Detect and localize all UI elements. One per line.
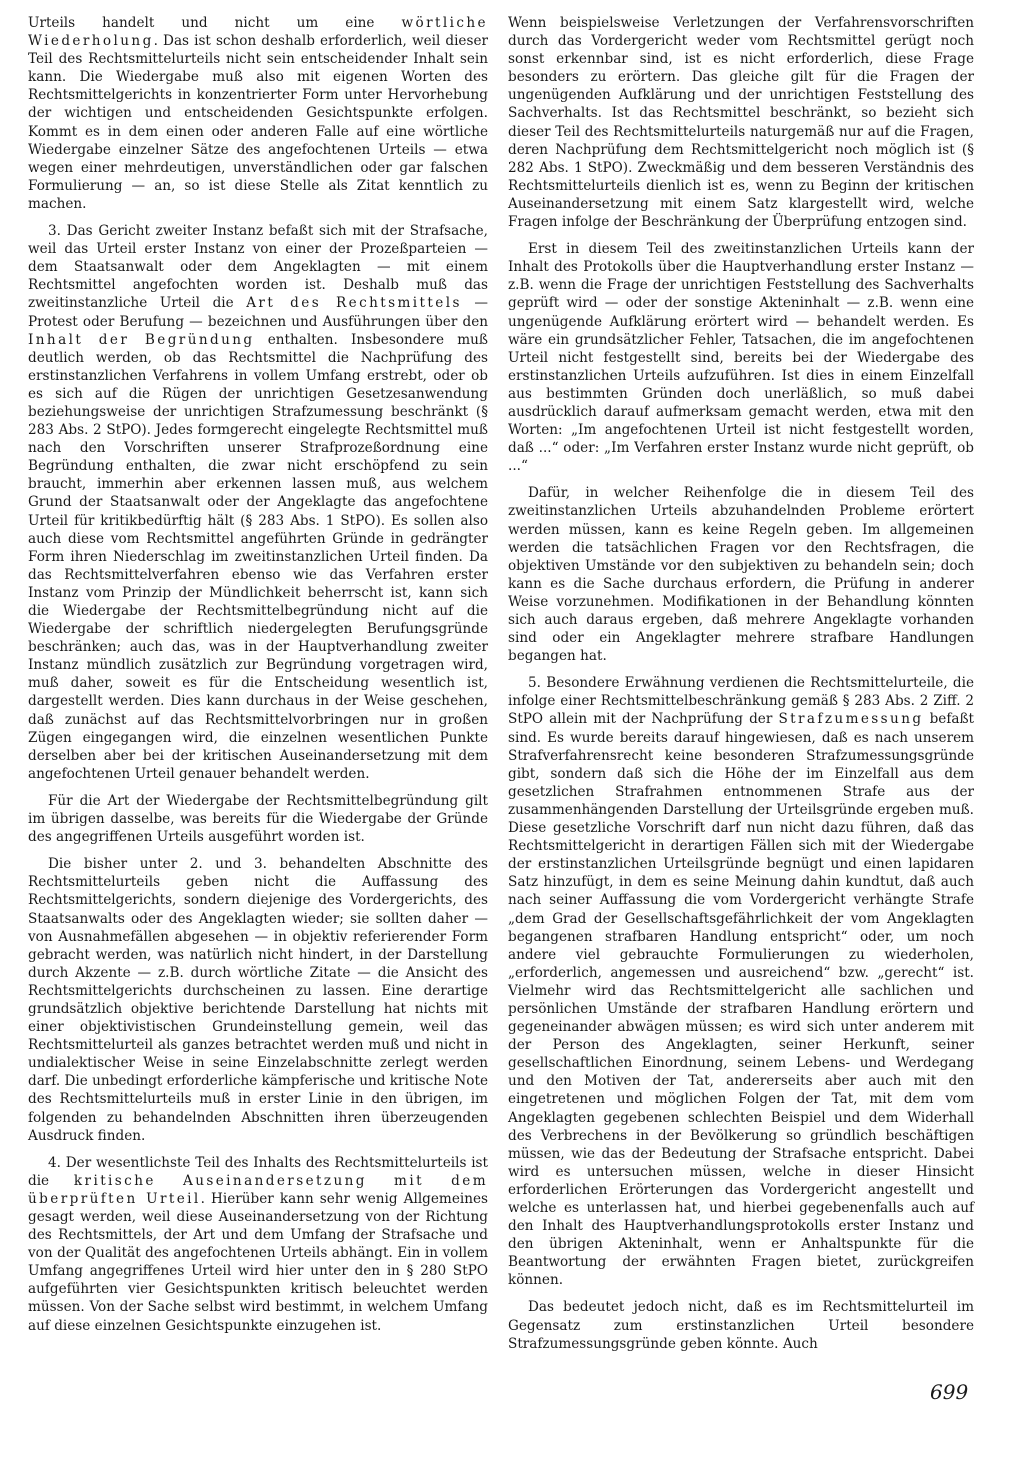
paragraph: Wenn beispielsweise Verletzungen der Verfahrensvorschriften durch das Vordergericht weder vom Rechtsmittel gerügt noch sonst erkennbar sind, ist es nicht erforderlich, diese Frage besonders zu erörtern. Das gleiche gilt für die Fragen der ungenügenden Aufklärung und der unrichtigen Feststellung des Sachverhalts. Ist das Rechtsmittel beschränkt, so bezieht sich dieser Teil des Rechtsmittelurteils naturgemäß nur auf die Fragen, deren Nachprüfung dem Rechtsmittelgericht noch möglich ist (§ 282 Abs. 1 StPO). Zweckmäßig und dem besseren Verständnis des Rechtsmittelurteils dienlich ist es, wenn zu Beginn der kritischen Auseinandersetzung mit einem Satz klargestellt wird, welche Fragen infolge der Beschränkung der Überprüfung entzogen sind.: [508, 15, 974, 231]
emphasis: kritische Auseinandersetzung mit dem überprüften Urteil: [28, 1172, 488, 1207]
paragraph: 4. Der wesentlichste Teil des Inhalts des Rechtsmittelurteils ist die kritische Auseinandersetzung mit dem überprüften Urteil. Hierüber kann sehr wenig Allgemeines gesagt werden, weil diese Auseinandersetzung von der Richtung des Rechtsmittels, der Art und dem Umfang der Strafsache und von der Qualität des angefochtenen Urteils abhängt. Ein in vollem Umfang angegriffenes Urteil wird hier unter den in § 280 StPO aufgeführten vier Gesichtspunkten kritisch beleuchtet werden müssen. Von der Sache selbst wird bestimmt, in welchem Umfang auf diese einzelnen Gesichtspunkte einzugehen ist.: [28, 1154, 488, 1334]
paragraph: 3. Das Gericht zweiter Instanz befaßt sich mit der Strafsache, weil das Urteil erster Instanz von einer der Prozeßparteien — dem Staatsanwalt oder dem Angeklagten — mit einem Rechtsmittel angefochten worden ist. Deshalb muß das zweitinstanzliche Urteil die Art des Rechtsmittels — Protest oder Berufung — bezeichnen und Ausführungen über den Inhalt der Begründung enthalten. Insbesondere muß deutlich werden, ob das Rechtsmittel die Nachprüfung des erstinstanzlichen Verfahrens in vollem Umfang erstrebt, oder ob es sich auf die Rügen der unrichtigen Gesetzesanwendung beziehungsweise der unrichtigen Strafzumessung beschränkt (§ 283 Abs. 2 StPO). Jedes formgerecht eingelegte Rechtsmittel muß nach den Vorschriften unserer Strafprozeßordnung eine Begründung enthalten, die zwar nicht erschöpfend zu sein braucht, immerhin aber erkennen lassen muß, aus welchem Grund der Staatsanwalt oder der Angeklagte das angefochtene Urteil für kritikbedürftig hält (§ 283 Abs. 1 StPO). Es sollen also auch diese vom Rechtsmittel angeführten Gründe in gedrängter Form ihren Niederschlag im zweitinstanzlichen Urteil finden. Da das Rechtsmittelverfahren ebenso wie das Verfahren erster Instanz vom Prinzip der Mündlichkeit beherrscht ist, kann sich die Wiedergabe der Rechtsmittelbegründung nicht auf die Wiedergabe der schriftlich niedergelegten Berufungsgründe beschränken; auch das, was in der Hauptverhandlung zweiter Instanz mündlich zusätzlich zur Begründung vorgetragen wird, muß daher, soweit es für die Entscheidung wesentlich ist, dargestellt werden. Dies kann durchaus in der Weise geschehen, daß zunächst auf das Rechtsmittelvorbringen nur in großen Zügen eingegangen wird, die einzelnen wesentlichen Punkte derselben aber bei der kritischen Auseinandersetzung mit dem angefochtenen Urteil genauer behandelt werden.: [28, 223, 488, 782]
emphasis: Inhalt der Begründung: [28, 331, 255, 348]
emphasis: Strafzumessung: [778, 711, 924, 728]
paragraph: Die bisher unter 2. und 3. behandelten Abschnitte des Rechtsmittelurteils geben nicht die Auffassung des Rechtsmittelgerichts, sondern diejenige des Vordergerichts, des Staatsanwalts oder des Angeklagten wieder; sie sollten daher — von Ausnahmefällen abgesehen — in objektiv referierender Form gebracht werden, was natürlich nicht hindert, in der Darstellung durch Akzente — z.B. durch wörtliche Zitate — die Ansicht des Rechtsmittelgerichts durchscheinen zu lassen. Eine derartige grundsätzlich objektive berichtende Darstellung hat nichts mit einer objektivistischen Grundeinstellung gemein, weil das Rechtsmittelurteil als ganzes betrachtet werden muß und nicht in undialektischer Weise in seine Einzelabschnitte zerlegt werden darf. Die unbedingt erforderliche kämpferische und kritische Note des Rechtsmittelurteils muß in erster Linie in den übrigen, im folgenden zu behandelnden Abschnitten ihren überzeugenden Ausdruck finden.: [28, 856, 488, 1144]
emphasis: Art des Rechtsmittels: [246, 295, 462, 312]
right-column: [508, 14, 974, 1362]
paragraph: 5. Besondere Erwähnung verdienen die Rechtsmittelurteile, die infolge einer Rechtsmittelbeschränkung gemäß § 283 Abs. 2 Ziff. 2 StPO allein mit der Nachprüfung der Strafzumessung befaßt sind. Es wurde bereits darauf hingewiesen, daß es nach unserem Strafverfahrensrecht keine besonderen Strafzumessungsgründe gibt, sondern daß sich die Höhe der im Einzelfall aus dem gesetzlichen Strafrahmen entnommenen Strafe aus der zusammenhängenden Darstellung der Urteilsgründe ergeben muß. Diese gesetzliche Vorschrift darf nun nicht dazu führen, daß das Rechtsmittelgericht in derartigen Fällen sich mit der Wiedergabe der erstinstanzlichen Urteilsgründe begnügt und einen lapidaren Satz hinzufügt, in dem es seine Meinung dahin kundtut, daß auch nach seiner Auffassung die vom Vordergericht verhängte Strafe „dem Grad der Gesellschaftsgefährlichkeit der vom Angeklagten begangenen strafbaren Handlung entspricht“ oder, um noch andere viel gebrauchte Formulierungen zu wiederholen, „erforderlich, angemessen und ausreichend“ bzw. „gerecht“ ist. Vielmehr wird das Rechtsmittelgericht alle sachlichen und persönlichen Umstände der strafbaren Handlung erörtern und gegeneinander abwägen müssen; es wird sich unter anderem mit der Person des Angeklagten, seiner Herkunft, seiner gesellschaftlichen Einordnung, seinem Lebens- und Werdegang und den Motiven der Tat, andererseits aber auch mit den eingetretenen und möglichen Folgen der Tat, mit dem vom Angeklagten gegebenen schlechten Beispiel und dem Widerhall des Verbrechens in der Bevölkerung so gründlich beschäftigen müssen, wie das der Bedeutung der Strafsache entspricht. Dabei wird es untersuchen müssen, welche in dieser Hinsicht erforderlichen Erörterungen das Vordergericht angestellt und welche es unterlassen hat, und hierbei gegebenenfalls auch auf den Inhalt des Hauptverhandlungsprotokolls erster Instanz und den übrigen Akteninhalt, wenn er Anhaltspunkte für die Beantwortung der erwähnten Fragen bietet, zurückgreifen können.: [508, 675, 975, 1289]
paragraph: Erst in diesem Teil des zweitinstanzlichen Urteils kann der Inhalt des Protokolls über die Hauptverhandlung erster Instanz — z.B. wenn die Frage der unrichtigen Feststellung des Sachverhalts geprüft wird — oder der sonstige Akteninhalt — z.B. wenn eine ungenügende Aufklärung erörtert wird — behandelt werden. Es wäre ein grundsätzlicher Fehler, Tatsachen, die im angefochtenen Urteil nicht festgestellt sind, bereits bei der Wiedergabe des erstinstanzlichen Urteils aufzuführen. Ist dies in einem Einzelfall aus bestimmten Gründen doch unerläßlich, so muß dabei ausdrücklich darauf aufmerksam gemacht werden, etwa mit den Worten: „Im angefochtenen Urteil ist nicht festgestellt worden, daß ...“ oder: „Im Verfahren erster Instanz wurde nicht geprüft, ob ...“: [508, 241, 974, 475]
left-column: [28, 14, 488, 1344]
paragraph: Für die Art der Wiedergabe der Rechtsmittelbegründung gilt im übrigen dasselbe, was bereits für die Wiedergabe der Gründe des angegriffenen Urteils ausgeführt worden ist.: [28, 792, 488, 846]
paragraph: Dafür, in welcher Reihenfolge die in diesem Teil des zweitinstanzlichen Urteils abzuhandelnden Probleme erörtert werden müssen, kann es keine Regeln geben. Im allgemeinen werden die tatsächlichen Fragen vor den Rechtsfragen, die objektiven Umstände vor den subjektiven zu behandeln sein; doch kann es die Sache durchaus erfordern, die Prüfung in anderer Weise vorzunehmen. Modifikationen in der Behandlung könnten sich auch daraus ergeben, daß mehrere Angeklagte vorhanden sind oder ein Angeklagter mehrere strafbare Handlungen begangen hat.: [508, 485, 974, 665]
page-number: 699: [930, 1380, 969, 1404]
paragraph: Urteils handelt und nicht um eine wörtliche Wiederholung. Das ist schon deshalb erforderlich, weil dieser Teil des Rechtsmittelurteils nicht sein entscheidender Inhalt sein kann. Die Wiedergabe muß also mit eigenen Worten des Rechtsmittelgerichts in konzentrierter Form unter Hervorhebung der wichtigen und entscheidenden Gesichtspunkte erfolgen. Kommt es in dem einen oder anderen Falle auf eine wörtliche Wiedergabe einzelner Sätze des angefochtenen Urteils — etwa wegen einer mehrdeutigen, unverständlichen oder gar falschen Formulierung — an, so ist diese Stelle als Zitat kenntlich zu machen.: [28, 15, 488, 212]
emphasis: wörtliche Wiederholung: [28, 15, 488, 50]
paragraph: Das bedeutet jedoch nicht, daß es im Rechtsmittelurteil im Gegensatz zum erstinstanzlichen Urteil besondere Strafzumessungsgründe geben könnte. Auch: [508, 1299, 974, 1352]
